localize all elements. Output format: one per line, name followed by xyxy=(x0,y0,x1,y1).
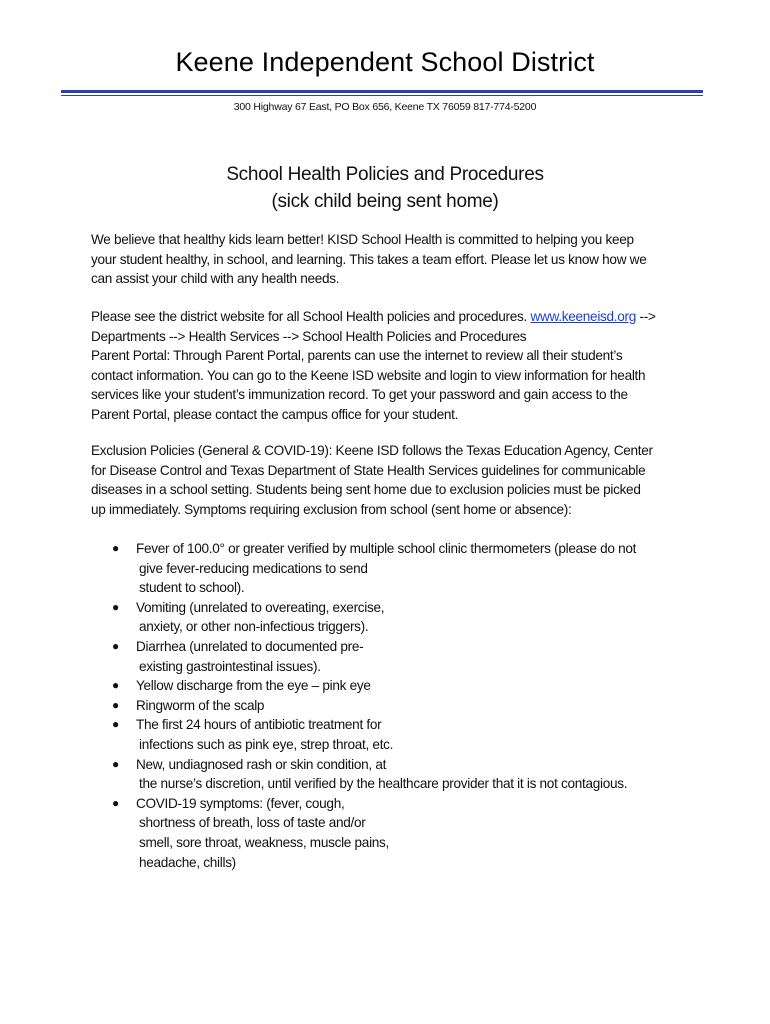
symptom-item xyxy=(112,794,692,872)
symptom-text-continued: give fever-reducing medications to send xyxy=(139,560,368,576)
symptom-text-continued: existing gastrointestinal issues). xyxy=(139,658,321,674)
symptom-list xyxy=(112,539,692,872)
intro-line: can assist your child with any health needs. xyxy=(91,271,340,287)
document-title xyxy=(0,161,770,215)
symptom-text: Ringworm of the scalp xyxy=(136,697,265,713)
symptom-text: Yellow discharge from the eye – pink eye xyxy=(136,678,371,694)
bullet-icon: ● xyxy=(112,795,119,810)
symptom-text-continued: infections such as pink eye, strep throat, etc. xyxy=(139,736,394,752)
symptom-item xyxy=(112,715,692,754)
district-address: 300 Highway 67 East, PO Box 656, Keene TX 76059 817-774-5200 xyxy=(233,101,537,113)
bullet-icon: ● xyxy=(112,678,119,693)
header-rule-thick xyxy=(61,90,703,93)
symptom-text: New, undiagnosed rash or skin condition, at xyxy=(136,756,387,772)
exclusion-line: diseases in a school setting. Students being sent home due to exclusion policies must be picked xyxy=(91,482,641,498)
symptom-text: Fever of 100.0° or greater verified by multiple school clinic thermometers (please do not xyxy=(136,541,637,556)
symptom-text-continued: headache, chills) xyxy=(139,854,236,870)
symptom-text-continued: smell, sore throat, weakness, muscle pains, xyxy=(139,834,390,850)
symptom-text-continued: shortness of breath, loss of taste and/or xyxy=(139,815,366,831)
bullet-icon: ● xyxy=(112,697,119,712)
exclusion-line: Exclusion Policies (General & COVID-19): Keene ISD follows the Texas Education Agency, Center xyxy=(91,443,653,458)
parent-portal-line: Parent Portal, please contact the campus office for your student. xyxy=(91,406,459,422)
exclusion-line: for Disease Control and Texas Department of State Health Services guidelines for communicable xyxy=(91,462,646,478)
document-title-line-1: School Health Policies and Procedures xyxy=(226,164,544,185)
symptom-text-continued: the nurse’s discretion, until verified by the healthcare provider that it is not contagious. xyxy=(139,776,628,792)
symptom-item xyxy=(112,598,692,637)
website-line xyxy=(91,307,691,327)
district-website-link[interactable]: www.keeneisd.org xyxy=(530,309,637,324)
website-paragraph xyxy=(91,307,691,425)
website-path-line: Departments --> Health Services --> School Health Policies and Procedures xyxy=(91,328,527,344)
exclusion-paragraph xyxy=(91,441,691,519)
intro-line: your student healthy, in school, and learning. This takes a team effort. Please let us know how we xyxy=(91,251,647,267)
website-arrow-text: --> xyxy=(636,309,656,324)
parent-portal-line: Parent Portal: Through Parent Portal, parents can use the internet to review all their student’s xyxy=(91,348,623,364)
district-name: Keene Independent School District xyxy=(175,47,595,77)
symptom-item xyxy=(112,696,692,716)
bullet-icon: ● xyxy=(112,599,119,614)
symptom-item xyxy=(112,637,692,676)
intro-line: We believe that healthy kids learn better! KISD School Health is committed to helping you keep xyxy=(91,232,634,247)
exclusion-line: up immediately. Symptoms requiring exclusion from school (sent home or absence): xyxy=(91,501,572,517)
symptom-item xyxy=(112,676,692,696)
intro-paragraph xyxy=(91,230,691,289)
bullet-icon: ● xyxy=(112,541,119,555)
symptom-text: Vomiting (unrelated to overeating, exercise, xyxy=(136,599,385,615)
website-lead-text: Please see the district website for all School Health policies and procedures. xyxy=(91,309,531,324)
symptom-item xyxy=(112,755,692,794)
symptom-text-continued: anxiety, or other non-infectious triggers). xyxy=(139,619,369,635)
symptom-text: Diarrhea (unrelated to documented pre- xyxy=(136,638,364,654)
symptom-text: The first 24 hours of antibiotic treatment for xyxy=(136,717,382,733)
parent-portal-line: contact information. You can go to the Keene ISD website and login to view information for health xyxy=(91,367,646,383)
header-rule-thin xyxy=(61,95,703,96)
bullet-icon: ● xyxy=(112,717,119,732)
symptom-item xyxy=(112,539,692,598)
bullet-icon: ● xyxy=(112,638,119,653)
symptom-text: COVID-19 symptoms: (fever, cough, xyxy=(136,795,345,811)
document-title-line-2: (sick child being sent home) xyxy=(271,191,499,212)
symptom-text-continued: student to school). xyxy=(139,580,245,596)
bullet-icon: ● xyxy=(112,756,119,771)
parent-portal-line: services like your student’s immunization record. To get your password and gain access to the xyxy=(91,387,628,403)
